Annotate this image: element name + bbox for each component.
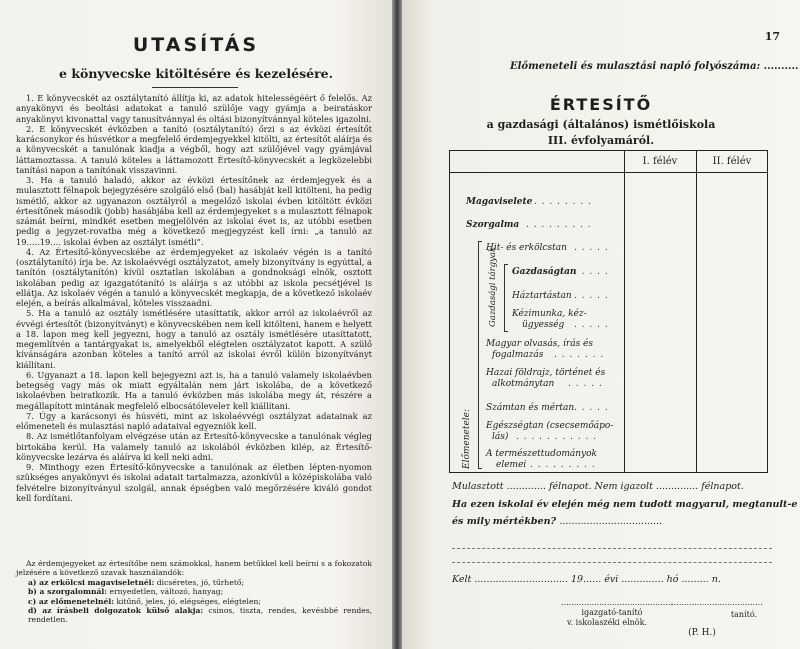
subject-geography-history-cont: alkotmánytan bbox=[492, 379, 555, 389]
title-divider bbox=[152, 87, 238, 88]
subject-handicraft: Kézimunka, kéz- bbox=[512, 309, 587, 319]
instructions-body bbox=[16, 93, 372, 503]
date-line: Kelt ............................... 19...... évi .............. hó ......... n. bbox=[452, 574, 721, 585]
left-page bbox=[0, 0, 392, 649]
subject-handicraft-cont: ügyesség bbox=[522, 320, 565, 330]
column-header-first-semester: I. félév bbox=[642, 156, 678, 167]
instruction-paragraph: 7. Úgy a karácsonyi és húsvéti, mint az iskolaévvégi osztályzat adatainak az előmeneteli és mulasztási napló adataival egyezniök kell. bbox=[16, 410, 372, 431]
subject-religion: Hit- és erkölcstan bbox=[486, 243, 567, 253]
signature-line-right: .................................... bbox=[671, 598, 763, 607]
conduct-label: Magaviselete bbox=[466, 197, 533, 207]
instruction-paragraph: 6. Ugyanazt a 18. lapon kell bejegyezni azt is, ha a tanuló valamely iskolaévben betegség vagy más ok miatt egyáltalán nem járt iskolába, de a következő iskolaévben beiratkozik. Ha a tanuló évközben más iskolába megy át, részére a megállapított mintának megfelelő elbocsátóleveleт kell kiállítani. bbox=[16, 369, 372, 411]
grading-item: a) az erkölcsi magaviseletnél: dicséretes, jó, tűrhető; bbox=[28, 577, 245, 587]
instruction-paragraph: 8. Az ismétlőtanfolyam elvégzése után az Értesítő-könyvecske a tanulónak végleg birtokába kerül. Ha valamely tanuló az iskolából évközben kilép, az Értesítő-könyvecske lezárva és aláírva ki kell neki adni. bbox=[16, 431, 372, 462]
dot-leader: . . . . . . . . bbox=[534, 197, 592, 207]
column-divider bbox=[696, 151, 697, 472]
diligence-label: Szorgalma bbox=[466, 220, 520, 230]
seal-placeholder: (P. H.) bbox=[688, 628, 716, 638]
subject-hungarian-cont: fogalmazás bbox=[492, 350, 544, 360]
signature-line-left: ............................................ bbox=[561, 598, 673, 607]
right-page bbox=[402, 0, 800, 649]
instruction-paragraph: 9. Minthogy ezen Értesítő-könyvecske a tanulónak az életben lépten-nyomon szükséges anyakönyvi és iskolai adatait tartalmazza, azonkívül a középiskolába való felvételre bizonyítványul szolgál, annak épségben való megőrzésére kiváló gondot kell fordítani. bbox=[16, 462, 372, 503]
answer-line bbox=[452, 562, 772, 563]
subject-hungarian: Magyar olvasás, írás és bbox=[486, 339, 593, 349]
dot-leader: . . . . . bbox=[574, 291, 609, 301]
subject-health-cont: lás) bbox=[492, 432, 509, 442]
subject-natural-sciences-cont: elemei bbox=[496, 460, 527, 470]
director-label: igazgató-tanító bbox=[581, 608, 643, 617]
dot-leader: . . . . . . . . . bbox=[526, 220, 592, 230]
column-header-second-semester: II. félév bbox=[712, 156, 752, 167]
progress-brace bbox=[478, 241, 482, 469]
instruction-paragraph: 4. Az Értesítő-könyvecskébe az érdemjegyeket az iskolaév végén is a tanító (osztálytanító) írja be. Az iskolaévvégi osztályzatot, amely bizonyítvány is egyúttal, a tanítón (osztálytanítón) kívül osztatlan iskolában a gondnoksági elnök, osztott iskolában pedig az igazgatótanító is aláírja s az utóbbi az iskola pecsétjével is ellátja. Az iskolaév végén a tanuló a könyvecskét megkapja, de a következő iskolaév elején, a beírás alkalmával, köteles visszaadni. bbox=[16, 246, 372, 308]
book-gutter bbox=[392, 0, 402, 649]
page-number: 17 bbox=[764, 30, 780, 43]
absence-line: Mulasztott ............. félnapot. Nem igazolt .............. félnapot. bbox=[452, 481, 744, 492]
dot-leader: . . . . . . . . . bbox=[530, 460, 596, 470]
subject-health: Egészségtan (csecsemőápo- bbox=[486, 421, 614, 431]
instructions-title: UTASÍTÁS bbox=[132, 34, 260, 56]
instruction-paragraph: 5. Ha a tanuló az osztály ismétlésére utasíttatik, akkor arról az iskolaévről az évvégi értesítőt (bizonyítványt) e könyvecskében nem kell kitölteni, hanem e helyett a 18. lapon meg kell jegyezni, hogy a tanuló az osztály ismétlésére utasíttatott, megemlítvén a tantárgyakat is, amelyekből elégtelen osztályzatot kapott. A szülő kívánságára azonban köteles a tanító arról az iskolai évről külön bizonyítványt kiállítani. bbox=[16, 308, 372, 370]
report-title: ÉRTESÍTŐ bbox=[549, 95, 653, 114]
instruction-paragraph: 2. E könyvecskét évközben a tanító (osztálytanító) őrzi s az évközi értesítőt karácsonykor és húsvétkor a megfelelő érdemjegyekkel kitölti, az értesítőt aláírja és a könyvecskét a tanulónak kiadja a végből, hogy azt szülőjével vagy gyámjával láttamoztassa. A tanuló köteles a láttamozott Értesítő-könyvecskét a legközelebbi tanítási napon a tanítónak visszavinni. bbox=[16, 123, 372, 175]
dot-leader: . . . . . bbox=[568, 379, 603, 389]
serial-number-label: Előmeneteli és mulasztási napló folyószáma: .......... bbox=[510, 61, 799, 72]
dot-leader: . . . . . bbox=[574, 320, 609, 330]
grading-item: c) az előmenetelnél: kitűnő, jeles, jó, elégséges, elégtelen; bbox=[28, 596, 261, 606]
progress-vertical-label: Előmenetele: bbox=[462, 408, 472, 469]
grading-notes bbox=[16, 559, 372, 625]
dot-leader: . . . . . bbox=[574, 243, 609, 253]
agricultural-brace bbox=[504, 264, 508, 332]
dot-leader: . . . . . bbox=[574, 403, 609, 413]
instruction-paragraph: 1. E könyvecskét az osztálytanító állítja ki, az adatok hitelességéért ő felelős. Az anyakönyvi és beoltási adatokat a tanuló szülője vagy gyámja a beiratáskor anyakönyvi kivonattal vagy tanusítvánnyal és oltási bizonyítvánnyal köteles igazolni. bbox=[16, 93, 372, 124]
grading-intro: Az érdemjegyeket az értesítőbe nem számokkal, hanem betűkkel kell beírni s a fokozatok jelzésére a következő szavak használandók: bbox=[16, 559, 372, 578]
hungarian-question: Ha ezen iskolai év elején még nem tudott magyarul, megtanult-e bbox=[452, 499, 798, 510]
subject-household: Háztartástan bbox=[512, 291, 572, 301]
answer-line bbox=[452, 548, 772, 549]
subject-geography-history: Hazai földrajz, történet és bbox=[486, 368, 606, 378]
hungarian-question-cont: és mily mértékben? .................................. bbox=[452, 516, 663, 527]
subject-natural-sciences: A természettudományok bbox=[486, 449, 598, 459]
instruction-paragraph: 3. Ha a tanuló haladó, akkor az évközi értesítőnek az érdemjegyek és a mulasztott félnapok bejegyzésére szolgáló első (bal) hasábját kell kitölteni, ha pedig ismétlő, akkor az ugyanazon osztályról a megelőző iskolai évben kitöltött évközi értesítőnek második (jobb) hasábjába kell az érdemjegyeket s a mulasztott félnapok számát beírni, mindkét esetben megjelölvén az iskolai évet is, az utóbbi esetben pedig a jegyzet-rovatba még a következő megjegyzést kell írni: „a tanuló az 19.....19.... iskolai évben az osztályt ismétli”. bbox=[16, 175, 372, 247]
column-divider bbox=[624, 151, 625, 472]
instructions-subtitle: e könyvecske kitöltésére és kezelésére. bbox=[59, 66, 333, 81]
board-chairman-label: v. iskolaszéki elnök. bbox=[567, 618, 647, 627]
dot-leader: . . . . . . . bbox=[554, 350, 605, 360]
agricultural-subjects-label: Gazdasági tárgyak bbox=[488, 246, 498, 327]
report-subtitle: a gazdasági (általános) ismétlőiskola bbox=[486, 118, 716, 131]
grading-item: b) a szorgalomnál: ernyedetlen, változó, hanyag; bbox=[28, 587, 224, 597]
grades-table bbox=[449, 150, 768, 473]
subject-economics: Gazdaságtan bbox=[512, 267, 577, 277]
teacher-label: tanító. bbox=[730, 610, 758, 619]
report-subtitle-grade: III. évfolyamáról. bbox=[547, 134, 655, 147]
subject-mathematics: Számtan és mértan bbox=[486, 403, 575, 413]
grading-item: d) az írásbeli dolgozatok külső alakja: csinos, tiszta, rendes, kevésbbé rendes, rendetlen. bbox=[28, 606, 373, 625]
dot-leader: . . . . . bbox=[574, 267, 609, 277]
dot-leader: . . . . . . . . . . . bbox=[516, 432, 598, 442]
